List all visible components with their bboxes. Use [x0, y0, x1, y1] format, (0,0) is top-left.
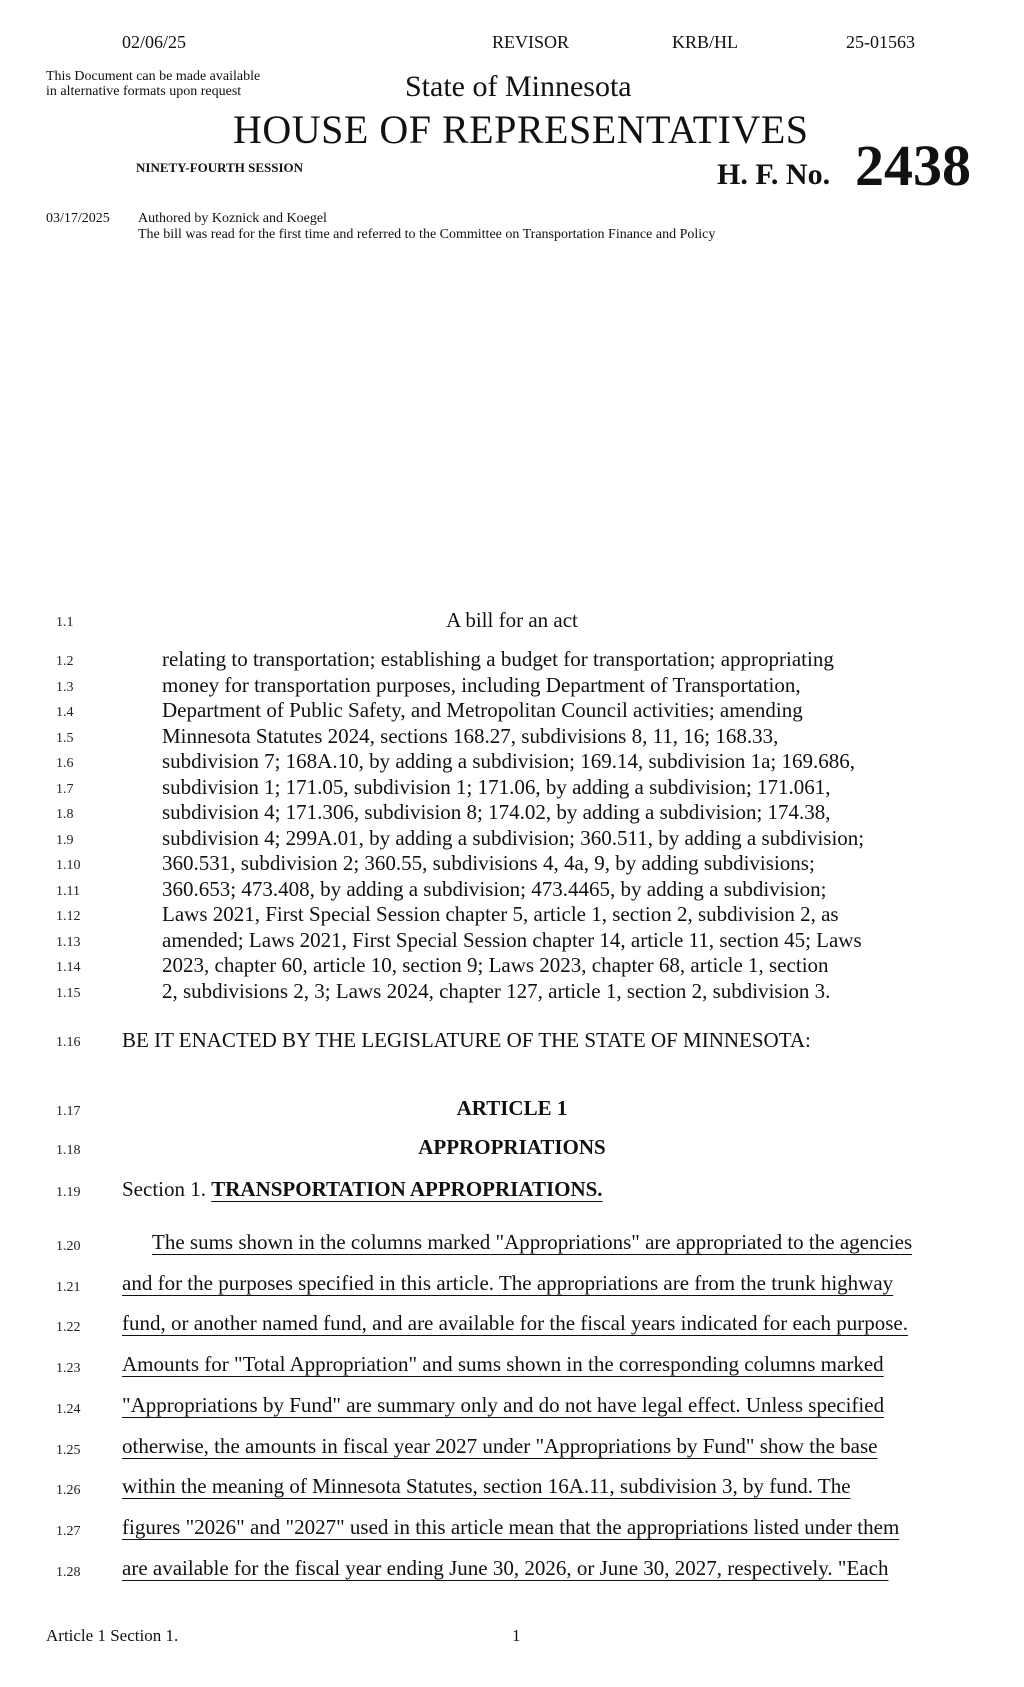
description-line: subdivision 4; 299A.01, by adding a subdivision; 360.511, by adding a subdivision; — [162, 826, 865, 850]
line-number: 1.23 — [56, 1361, 81, 1376]
enacting-clause: BE IT ENACTED BY THE LEGISLATURE OF THE STATE OF MINNESOTA: — [122, 1028, 811, 1052]
state-title: State of Minnesota — [405, 70, 632, 103]
line-number: 1.10 — [56, 858, 81, 873]
line-number: 1.28 — [56, 1565, 81, 1580]
header-initials: KRB/HL — [672, 32, 739, 52]
header-doc-number: 25-01563 — [846, 32, 915, 52]
line-number: 1.21 — [56, 1280, 81, 1295]
line-number: 1.18 — [56, 1143, 81, 1158]
body-line: "Appropriations by Fund" are summary only and do not have legal effect. Unless specified — [122, 1393, 885, 1417]
description-line: 2023, chapter 60, article 10, section 9; Laws 2023, chapter 68, article 1, section — [162, 953, 829, 977]
line-number: 1.9 — [56, 833, 74, 848]
line-number: 1.1 — [56, 615, 74, 630]
header-revisor: REVISOR — [492, 32, 570, 52]
line-number: 1.4 — [56, 705, 74, 720]
section-number: Section 1. — [122, 1177, 212, 1201]
description-line: subdivision 1; 171.05, subdivision 1; 171.06, by adding a subdivision; 171.061, — [162, 775, 831, 799]
line-number: 1.14 — [56, 960, 81, 975]
line-number: 1.7 — [56, 782, 74, 797]
line-number: 1.2 — [56, 654, 74, 669]
page-number: 1 — [512, 1626, 521, 1645]
body-line: figures "2026" and "2027" used in this article mean that the appropriations listed under them — [122, 1515, 900, 1539]
line-number: 1.24 — [56, 1402, 81, 1417]
body-line: Amounts for "Total Appropriation" and sums shown in the corresponding columns marked — [122, 1352, 884, 1376]
line-number: 1.20 — [56, 1239, 81, 1254]
line-number: 1.15 — [56, 986, 81, 1001]
availability-note-line-1: This Document can be made available — [46, 69, 261, 84]
authors: Authored by Koznick and Koegel — [138, 211, 327, 226]
hf-number: 2438 — [855, 133, 971, 198]
line-number: 1.19 — [56, 1185, 81, 1200]
body-line: otherwise, the amounts in fiscal year 2027 under "Appropriations by Fund" show the base — [122, 1434, 878, 1458]
line-number: 1.5 — [56, 731, 74, 746]
section-title: TRANSPORTATION APPROPRIATIONS. — [211, 1177, 603, 1201]
description-line: subdivision 7; 168A.10, by adding a subdivision; 169.14, subdivision 1a; 169.686, — [162, 749, 856, 773]
section-heading — [122, 1177, 603, 1202]
bill-title: A bill for an act — [446, 608, 578, 632]
header-date: 02/06/25 — [122, 32, 187, 52]
line-number: 1.6 — [56, 756, 74, 771]
line-number: 1.25 — [56, 1443, 81, 1458]
line-number: 1.16 — [56, 1035, 81, 1050]
description-line: 2, subdivisions 2, 3; Laws 2024, chapter 127, article 1, section 2, subdivision 3. — [162, 979, 831, 1003]
line-number: 1.8 — [56, 807, 74, 822]
article-title: APPROPRIATIONS — [418, 1135, 606, 1159]
description-line: subdivision 4; 171.306, subdivision 8; 174.02, by adding a subdivision; 174.38, — [162, 800, 831, 824]
availability-note-line-2: in alternative formats upon request — [46, 84, 242, 99]
description-line: 360.531, subdivision 2; 360.55, subdivisions 4, 4a, 9, by adding subdivisions; — [162, 851, 815, 875]
body-line: fund, or another named fund, and are available for the fiscal years indicated for each purpose. — [122, 1311, 908, 1335]
footer-section-ref: Article 1 Section 1. — [46, 1626, 179, 1645]
description-line: Laws 2021, First Special Session chapter 5, article 1, section 2, subdivision 2, as — [162, 902, 839, 926]
line-number: 1.17 — [56, 1104, 81, 1119]
hf-label: H. F. No. — [717, 158, 831, 191]
referral: The bill was read for the first time and referred to the Committee on Transportation Finance and Policy — [138, 227, 716, 242]
description-line: Minnesota Statutes 2024, sections 168.27, subdivisions 8, 11, 16; 168.33, — [162, 724, 779, 748]
house-title: HOUSE OF REPRESENTATIVES — [233, 107, 809, 152]
session-label: NINETY-FOURTH SESSION — [136, 160, 304, 175]
line-number: 1.3 — [56, 680, 74, 695]
line-number: 1.27 — [56, 1524, 81, 1539]
description-line: amended; Laws 2021, First Special Session chapter 14, article 11, section 45; Laws — [162, 928, 862, 952]
description-line: 360.653; 473.408, by adding a subdivision; 473.4465, by adding a subdivision; — [162, 877, 827, 901]
line-number: 1.13 — [56, 935, 81, 950]
line-number: 1.11 — [56, 884, 80, 899]
body-line: and for the purposes specified in this article. The appropriations are from the trunk highway — [122, 1271, 894, 1295]
description-line: money for transportation purposes, including Department of Transportation, — [162, 673, 801, 697]
article-heading: ARTICLE 1 — [456, 1096, 568, 1120]
line-number: 1.22 — [56, 1320, 81, 1335]
body-line: within the meaning of Minnesota Statutes, section 16A.11, subdivision 3, by fund. The — [122, 1474, 851, 1498]
description-line: relating to transportation; establishing a budget for transportation; appropriating — [162, 647, 834, 671]
body-line: The sums shown in the columns marked "Appropriations" are appropriated to the agencies — [152, 1230, 913, 1254]
body-line: are available for the fiscal year ending June 30, 2026, or June 30, 2027, respectively. "Each — [122, 1556, 889, 1580]
description-line: Department of Public Safety, and Metropolitan Council activities; amending — [162, 698, 803, 722]
authorship-date: 03/17/2025 — [46, 211, 110, 226]
line-number: 1.12 — [56, 909, 81, 924]
line-number: 1.26 — [56, 1483, 81, 1498]
